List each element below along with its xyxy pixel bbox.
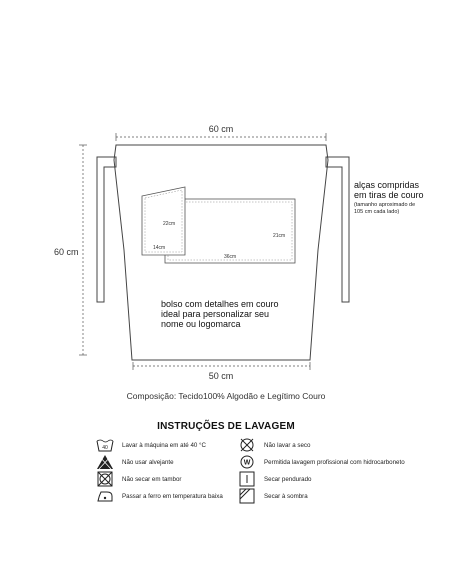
top-width-label: 60 cm <box>208 124 234 134</box>
straps-line2: em tiras de couro <box>354 190 424 200</box>
care-label-no-tumble: Não secar em tambor <box>122 475 182 483</box>
pocket-note <box>161 299 279 329</box>
care-label-line-dry: Secar pendurado <box>264 475 312 483</box>
composition-text: Composição: Tecido100% Algodão e Legítimo Couro <box>126 391 326 401</box>
care-label-professional: Permitida lavagem profissional com hidrocarboneto <box>264 458 405 466</box>
pocket-width-label: 36cm <box>224 254 237 260</box>
care-item-professional <box>238 454 405 470</box>
svg-text:W: W <box>243 459 251 467</box>
straps-detail2: 105 cm cada lado) <box>354 208 400 215</box>
left-strap <box>97 157 116 302</box>
bottom-width-label: 50 cm <box>208 371 234 381</box>
line-dry-icon <box>238 471 256 487</box>
care-item-wash <box>96 437 206 453</box>
wash-tub-40-icon <box>96 437 114 453</box>
care-item-no-dry-clean <box>238 437 310 453</box>
professional-clean-w-icon <box>238 454 256 470</box>
care-item-shade <box>238 488 308 504</box>
care-label-wash: Lavar à máquina em até 40 °C <box>122 441 206 449</box>
straps-detail <box>354 202 415 215</box>
care-item-iron <box>96 488 223 504</box>
straps-note <box>354 180 424 200</box>
care-label-shade: Secar à sombra <box>264 492 308 500</box>
pocket-line2: ideal para personalizar seu <box>161 309 270 319</box>
care-label-no-bleach: Não usar alvejante <box>122 458 174 466</box>
pocket-bottom-label: 14cm <box>153 245 166 251</box>
pocket-right-label: 21cm <box>273 233 286 239</box>
care-item-line-dry <box>238 471 311 487</box>
pocket-line3: nome ou logomarca <box>161 319 241 329</box>
pocket-line1: bolso com detalhes em couro <box>161 299 279 309</box>
height-label: 60 cm <box>54 247 79 257</box>
straps-line1: alças compridas <box>354 180 420 190</box>
pocket-height-label: 22cm <box>163 221 176 227</box>
right-strap <box>326 157 349 302</box>
care-label-no-dry-clean: Não lavar a seco <box>264 441 311 449</box>
no-bleach-icon <box>96 454 114 470</box>
care-item-no-bleach <box>96 454 174 470</box>
care-title: INSTRUÇÕES DE LAVAGEM <box>157 421 295 432</box>
care-label-iron: Passar a ferro em temperatura baixa <box>122 492 223 500</box>
care-item-no-tumble <box>96 471 182 487</box>
no-dry-clean-icon <box>238 437 256 453</box>
straps-detail1: (tamanho aproximado de <box>354 202 416 208</box>
iron-low-icon <box>96 488 114 504</box>
svg-text:40: 40 <box>102 445 108 451</box>
no-tumble-dry-icon <box>96 471 114 487</box>
dry-in-shade-icon <box>238 488 256 504</box>
